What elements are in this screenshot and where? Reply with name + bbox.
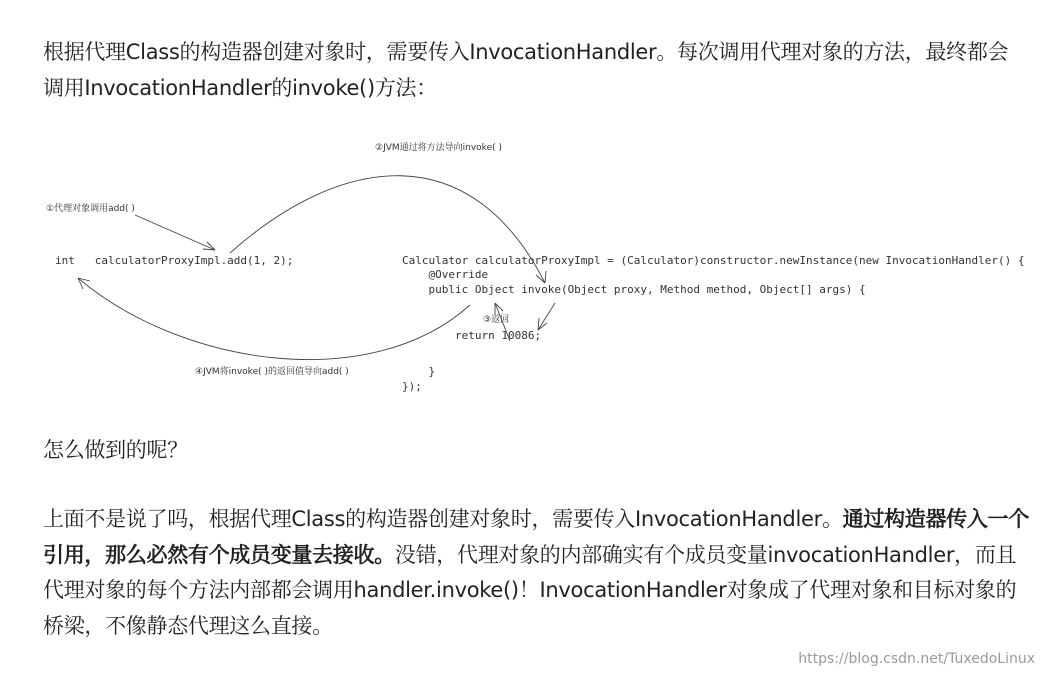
code-line-8: }); — [402, 380, 422, 393]
left-code-line: int calculatorProxyImpl.add(1, 2); — [55, 254, 294, 267]
explanation-part-1: 上面不是说了吗，根据代理Class的构造器创建对象时，需要传入InvocationHandler。 — [43, 507, 843, 531]
note-return: ③返回 — [483, 315, 510, 325]
arrow-return-2 — [538, 303, 555, 330]
explanation-paragraph — [43, 502, 1033, 644]
note-return-to-add: ④JVM将invoke( )的返回值导向add( ) — [195, 367, 349, 377]
arrow-call-add — [135, 215, 215, 250]
explanation-part-2: 没错，代理对象的内部确实有个成员变量invocationHandler，而且代理对象的每个方法内部都会调用handler.invoke()！InvocationHandler对象成了代理对象和目标对象的桥梁，不像静态代理这么直接。 — [43, 542, 1017, 638]
code-line-1: Calculator calculatorProxyImpl = (Calculator)constructor.newInstance(new InvocationHandler() { — [402, 254, 1025, 267]
intro-paragraph: 根据代理Class的构造器创建对象时，需要传入InvocationHandler。每次调用代理对象的方法，最终都会调用InvocationHandler的invoke()方法： — [43, 40, 1009, 100]
code-line-5: return 10086; — [402, 329, 542, 342]
code-line-3: public Object invoke(Object proxy, Method method, Object[] args) { — [402, 283, 866, 296]
code-line-2: @Override — [402, 268, 489, 281]
code-line-7: } — [402, 365, 436, 378]
dynamic-proxy-diagram — [40, 135, 1030, 400]
note-redirect-invoke: ②JVM通过将方法导向invoke( ) — [375, 143, 502, 153]
note-call-add: ①代理对象调用add( ) — [46, 204, 135, 214]
question-paragraph: 怎么做到的呢？ — [43, 438, 188, 462]
watermark: https://blog.csdn.net/TuxedoLinux — [798, 651, 1035, 667]
explanation-bold: 通过构造器传入一个引用，那么必然有个成员变量去接收。 — [43, 507, 1029, 567]
